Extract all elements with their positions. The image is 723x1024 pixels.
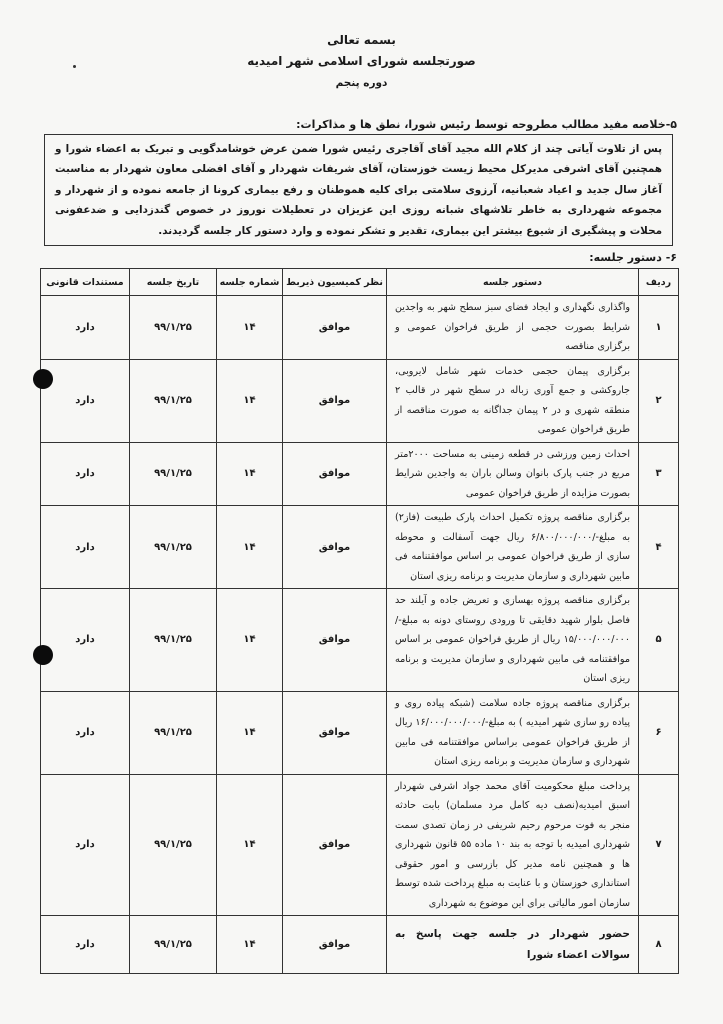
summary-box: پس از تلاوت آیاتی چند از کلام الله مجید آقای آقاجری رئیس شورا ضمن عرض خوشامدگویی و تبریک به اعضاء شورا و همچنین آقای اشرفی مدیرکل محیط زیست خوزستان، آقای شریفات شهردار و آقای افضلی معاون شهردار به مناسبت آغاز سال جدید و اعیاد شعبانیه، آرزوی سلامتی برای کلیه هموطنان و رفع بیماری کرونا از جامعه نموده و از شهردار و مجموعه شهرداری به خاطر تلاشهای شبانه روزی این عزیزان در تعطیلات نوروز در خصوص گندزدایی و ضدعفونی محلات و پیشگیری از شیوع بیشتر این بیماری، تقدیر و تشکر نموده و وارد دستور کار جلسه گردیدند. <box>44 134 673 246</box>
council-term: دوره پنجم <box>335 77 388 89</box>
legal-docs: دارد <box>41 691 130 774</box>
basmala-heading: بسمه تعالی <box>327 33 396 47</box>
session-number: ۱۴ <box>217 774 283 916</box>
session-date: ۹۹/۱/۲۵ <box>130 442 217 506</box>
session-number: ۱۴ <box>217 359 283 442</box>
row-number: ۱ <box>639 296 679 360</box>
session-date: ۹۹/۱/۲۵ <box>130 589 217 692</box>
agenda-subject: برگزاری مناقصه پروژه بهسازی و تعریض جاده و آیلند حد فاصل بلوار شهید دقایقی تا ورودی روستای دونه به مبلغ-/۱۵/۰۰۰/۰۰۰/۰۰۰ ریال از طریق فراخوان عمومی بر اساس موافقتنامه فی مابین شهرداری و سازمان مدیریت و برنامه ریزی استان <box>387 589 639 692</box>
agenda-subject: احداث زمین ورزشی در قطعه زمینی به مساحت ۲۰۰۰متر مربع در جنب پارک بانوان وسالن باران به واجدین شرایط بصورت مزایده از طریق فراخوان عمومی <box>387 442 639 506</box>
commission-opinion: موافق <box>283 589 387 692</box>
table-row <box>41 359 679 442</box>
session-number: ۱۴ <box>217 691 283 774</box>
col-header-agenda: دستور جلسه <box>387 269 639 296</box>
session-date: ۹۹/۱/۲۵ <box>130 774 217 916</box>
col-header-legal-docs: مستندات قانونی <box>41 269 130 296</box>
section-6-label: ۶- دستور جلسه: <box>589 251 677 264</box>
row-number: ۷ <box>639 774 679 916</box>
agenda-subject: برگزاری مناقصه پروژه تکمیل احداث پارک طبیعت (فاز۲) به مبلغ-/۶/۸۰۰/۰۰۰/۰۰۰ ریال جهت آسفالت و محوطه سازی از طریق فراخوان عمومی بر اساس موافقتنامه فی مابین شهرداری و سازمان مدیریت و برنامه ریزی استان <box>387 506 639 589</box>
row-number: ۴ <box>639 506 679 589</box>
session-date: ۹۹/۱/۲۵ <box>130 506 217 589</box>
legal-docs: دارد <box>41 442 130 506</box>
session-date: ۹۹/۱/۲۵ <box>130 296 217 360</box>
legal-docs: دارد <box>41 506 130 589</box>
commission-opinion: موافق <box>283 359 387 442</box>
row-number: ۲ <box>639 359 679 442</box>
commission-opinion: موافق <box>283 506 387 589</box>
session-number: ۱۴ <box>217 916 283 974</box>
commission-opinion: موافق <box>283 442 387 506</box>
col-header-session-date: تاریخ جلسه <box>130 269 217 296</box>
row-number: ۸ <box>639 916 679 974</box>
document-title: صورتجلسه شورای اسلامی شهر امیدیه <box>247 54 476 68</box>
agenda-subject: واگذاری نگهداری و ایجاد فضای سبز سطح شهر به واجدین شرایط بصورت حجمی از طریق فراخوان عمومی و برگزاری مناقصه <box>387 296 639 360</box>
commission-opinion: موافق <box>283 296 387 360</box>
legal-docs: دارد <box>41 774 130 916</box>
commission-opinion: موافق <box>283 774 387 916</box>
agenda-subject: پرداخت مبلغ محکومیت آقای محمد جواد اشرفی شهردار اسبق امیدیه(نصف دیه کامل مرد مسلمان) بابت حادثه منجر به فوت مرحوم رحیم شریفی در زمان تصدی سمت شهرداری امیدیه با توجه به بند ۱۰ ماده ۵۵ قانون شهرداری ها و همچنین نامه مدیر کل بازرسی و امور حقوقی استانداری خوزستان و با عنایت به مبلغ پرداخت شده توسط سازمان امور مالیاتی برای این موضوع به شهرداری <box>387 774 639 916</box>
binder-punch-hole <box>33 645 53 665</box>
table-row <box>41 506 679 589</box>
agenda-subject: حضور شهردار در جلسه جهت پاسخ به سوالات اعضاء شورا <box>387 916 639 974</box>
scan-speck <box>73 65 76 68</box>
legal-docs: دارد <box>41 589 130 692</box>
agenda-subject: برگزاری مناقصه پروژه جاده سلامت (شبکه پیاده روی و پیاده رو سازی شهر امیدیه ) به مبلغ-/۱۶/۰۰۰/۰۰۰/۰۰۰ ریال از طریق فراخوان عمومی براساس موافقتنامه فی مابین شهرداری و سازمان مدیریت و برنامه ریزی استان <box>387 691 639 774</box>
commission-opinion: موافق <box>283 916 387 974</box>
table-row <box>41 442 679 506</box>
legal-docs: دارد <box>41 296 130 360</box>
table-row <box>41 691 679 774</box>
session-date: ۹۹/۱/۲۵ <box>130 691 217 774</box>
session-date: ۹۹/۱/۲۵ <box>130 359 217 442</box>
session-number: ۱۴ <box>217 589 283 692</box>
col-header-commission: نظر کمیسیون ذیربط <box>283 269 387 296</box>
col-header-session-number: شماره جلسه <box>217 269 283 296</box>
session-date: ۹۹/۱/۲۵ <box>130 916 217 974</box>
table-row <box>41 589 679 692</box>
col-header-row-number: ردیف <box>639 269 679 296</box>
section-5-label: ۵-خلاصه مفید مطالب مطروحه توسط رئیس شورا، نطق ها و مذاکرات: <box>296 118 677 131</box>
row-number: ۵ <box>639 589 679 692</box>
row-number: ۳ <box>639 442 679 506</box>
legal-docs: دارد <box>41 916 130 974</box>
session-number: ۱۴ <box>217 296 283 360</box>
table-row <box>41 296 679 360</box>
commission-opinion: موافق <box>283 691 387 774</box>
agenda-table <box>40 268 679 974</box>
session-number: ۱۴ <box>217 442 283 506</box>
row-number: ۶ <box>639 691 679 774</box>
legal-docs: دارد <box>41 359 130 442</box>
table-header-row <box>41 269 679 296</box>
table-row <box>41 774 679 916</box>
table-row <box>41 916 679 974</box>
session-number: ۱۴ <box>217 506 283 589</box>
binder-punch-hole <box>33 369 53 389</box>
agenda-subject: برگزاری پیمان حجمی خدمات شهر شامل لایروبی، جاروکشی و جمع آوری زباله در سطح شهر در قالب ۲ منطقه شهری و در ۲ پیمان جداگانه به صورت مناقصه از طریق فراخوان عمومی <box>387 359 639 442</box>
